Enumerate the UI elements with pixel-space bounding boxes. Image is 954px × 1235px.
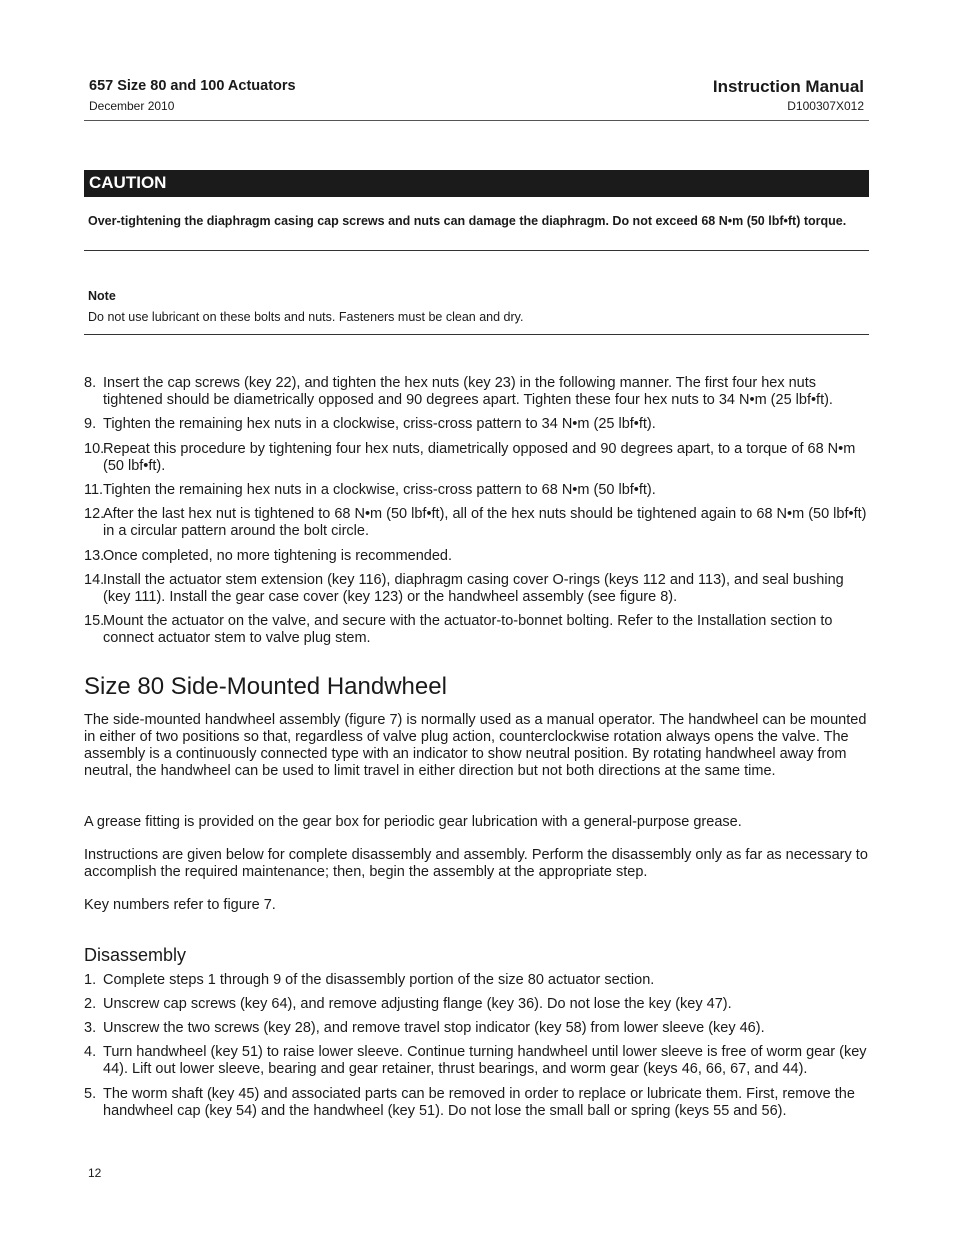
- page-number: 12: [88, 1166, 102, 1180]
- caution-label: CAUTION: [89, 173, 167, 192]
- disassembly-steps: [84, 972, 869, 1120]
- assembly-steps: [84, 375, 869, 647]
- list-item: 13. Once completed, no more tightening is recommended.: [84, 548, 452, 564]
- publication-date: December 2010: [89, 99, 175, 113]
- list-item: 4. Turn handwheel (key 51) to raise lower sleeve. Continue turning handwheel until lower sleeve is free of worm gear (key 44). Lift out lower sleeve, bearing and gear retainer, thrust bearings, and worm gear (keys 46, 66, 67, and 44).: [84, 1044, 867, 1077]
- list-item: 15. Mount the actuator on the valve, and secure with the actuator-to-bonnet bolting. Refer to the Installation section to connect actuator stem to valve plug stem.: [84, 613, 833, 646]
- list-item: 5. The worm shaft (key 45) and associated parts can be removed in order to replace or lubricate them. First, remove the handwheel cap (key 54) and the handwheel (key 51). Do not lose the small ball or spring (keys 55 and 56).: [84, 1086, 855, 1119]
- list-item: 12. After the last hex nut is tightened to 68 N•m (50 lbf•ft), all of the hex nuts should be tightened again to 68 N•m (50 lbf•ft) in a circular pattern around the bolt circle.: [84, 506, 867, 539]
- list-item: 2. Unscrew cap screws (key 64), and remove adjusting flange (key 36). Do not lose the key (key 47).: [84, 996, 732, 1012]
- caution-divider: [84, 250, 869, 251]
- list-item: 10. Repeat this procedure by tightening four hex nuts, diametrically opposed and 90 degrees apart, to a torque of 68 N•m (50 lbf•ft).: [84, 441, 856, 474]
- caution-banner: [84, 170, 869, 197]
- list-item: 8. Insert the cap screws (key 22), and tighten the hex nuts (key 23) in the following manner. The first four hex nuts tightened should be diametrically opposed and 90 degrees apart. Tighten these four hex nuts to 34 N•m (25 lbf•ft).: [84, 375, 833, 408]
- section-paragraph: The side-mounted handwheel assembly (figure 7) is normally used as a manual operator. The handwheel can be mounted in either of two positions so that, regardless of valve plug action, counterclockwise rotation always opens the valve. The assembly is a continuously connected type with an indicator to show neutral position. By rotating handwheel away from neutral, the handwheel can be used to limit travel in either direction but not both directions at the same time.: [84, 712, 867, 779]
- list-item: 3. Unscrew the two screws (key 28), and remove travel stop indicator (key 58) from lower sleeve (key 46).: [84, 1020, 765, 1036]
- page-header: [84, 77, 869, 121]
- section-paragraph: Key numbers refer to figure 7.: [84, 897, 276, 913]
- note-text: Do not use lubricant on these bolts and nuts. Fasteners must be clean and dry.: [88, 310, 524, 324]
- manual-title: Instruction Manual: [712, 77, 864, 96]
- note-label: Note: [88, 289, 116, 303]
- section-title: Size 80 Side-Mounted Handwheel: [84, 673, 447, 700]
- document-number: D100307X012: [787, 99, 864, 113]
- list-item: 11. Tighten the remaining hex nuts in a clockwise, criss-cross pattern to 68 N•m (50 lbf•ft).: [84, 482, 656, 498]
- list-item: 9. Tighten the remaining hex nuts in a clockwise, criss-cross pattern to 34 N•m (25 lbf•ft).: [84, 416, 656, 432]
- product-title: 657 Size 80 and 100 Actuators: [89, 78, 296, 94]
- list-item: 1. Complete steps 1 through 9 of the disassembly portion of the size 80 actuator section.: [84, 972, 655, 988]
- section-paragraph: Instructions are given below for complete disassembly and assembly. Perform the disassembly only as far as necessary to accomplish the required maintenance; then, begin the assembly at the appropriate step.: [84, 847, 868, 880]
- caution-text: Over-tightening the diaphragm casing cap screws and nuts can damage the diaphragm. Do not exceed 68 N•m (50 lbf•ft) torque.: [88, 214, 847, 228]
- section-paragraph: A grease fitting is provided on the gear box for periodic gear lubrication with a general-purpose grease.: [84, 814, 742, 830]
- list-item: 14. Install the actuator stem extension (key 116), diaphragm casing cover O-rings (keys 112 and 113), and seal bushing (key 111). Install the gear case cover (key 123) or the handwheel assembly (see figure 8).: [84, 572, 844, 605]
- subsection-title: Disassembly: [84, 945, 187, 965]
- note-divider: [84, 334, 869, 335]
